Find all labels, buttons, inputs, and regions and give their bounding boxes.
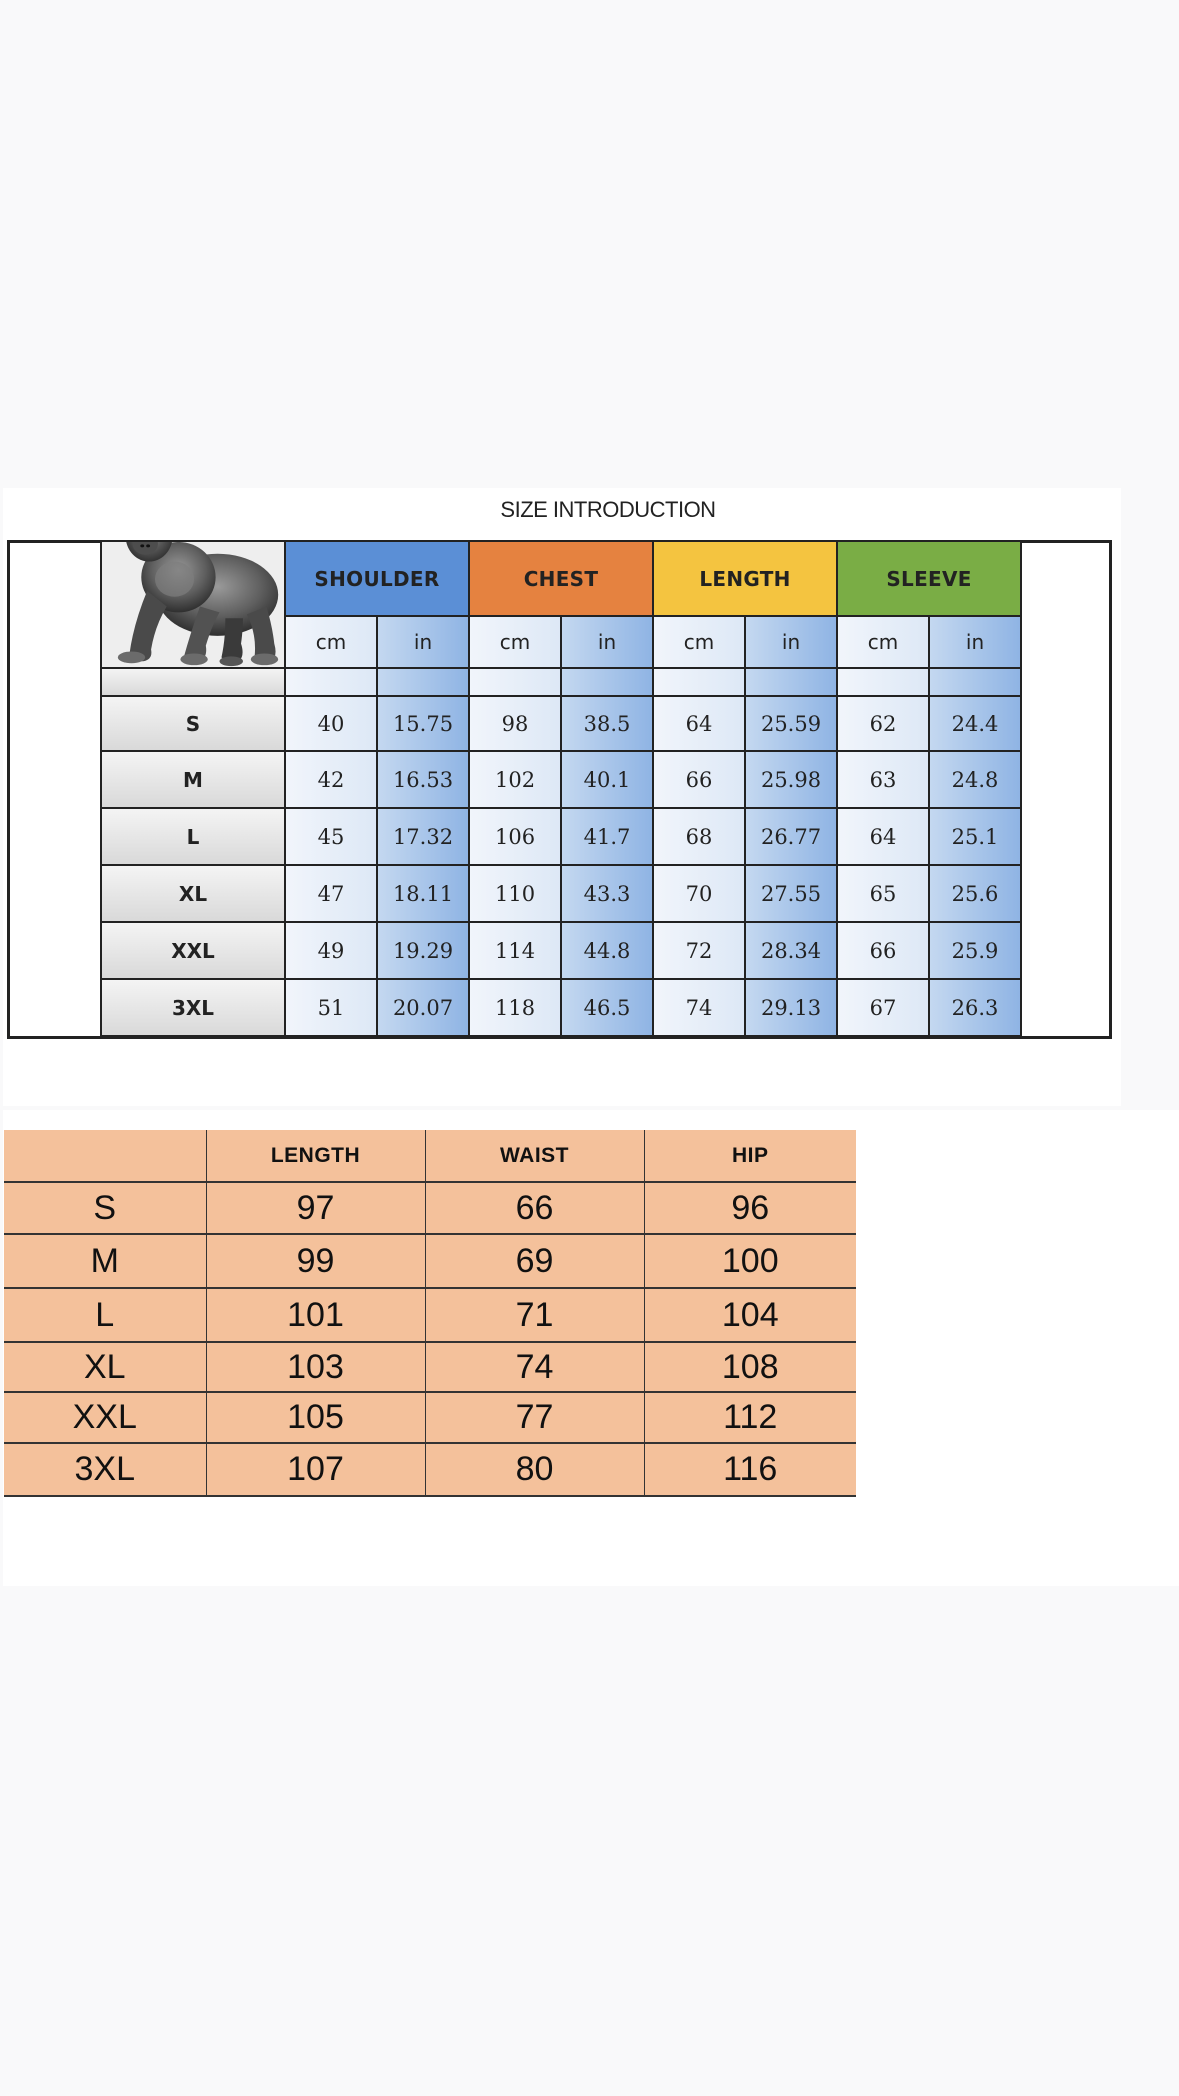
measurement-cell: 66 [837, 922, 929, 979]
measurement-cell: 63 [837, 751, 929, 808]
measurement-cell: 80 [425, 1443, 644, 1496]
measurement-cell: 38.5 [561, 696, 653, 751]
measurement-cell: 28.34 [745, 922, 837, 979]
measurement-cell: 29.13 [745, 979, 837, 1036]
measurement-cell: 20.07 [377, 979, 469, 1036]
measurement-cell: 19.29 [377, 922, 469, 979]
size-row [4, 1342, 856, 1392]
measurement-cell: 103 [206, 1342, 425, 1392]
measurement-cell: 43.3 [561, 865, 653, 922]
unit-cell: in [377, 616, 469, 668]
measurement-cell: 15.75 [377, 696, 469, 751]
measurement-cell: 101 [206, 1288, 425, 1342]
measurement-cell: 107 [206, 1443, 425, 1496]
blank-cell [653, 668, 745, 696]
measurement-cell: 108 [644, 1342, 856, 1392]
measurement-cell: 74 [425, 1342, 644, 1392]
bottom-size-table [4, 1130, 856, 1497]
measurement-cell: 72 [653, 922, 745, 979]
measurement-cell: 99 [206, 1234, 425, 1288]
size-row [101, 808, 1021, 865]
header-length: LENGTH [206, 1130, 425, 1182]
blank-cell [561, 668, 653, 696]
unit-cell: cm [469, 616, 561, 668]
measurement-cell: 105 [206, 1392, 425, 1443]
size-row [4, 1182, 856, 1234]
size-label: XL [101, 865, 285, 922]
measurement-cell: 104 [644, 1288, 856, 1342]
measurement-cell: 66 [653, 751, 745, 808]
measurement-cell: 24.4 [929, 696, 1021, 751]
measurement-cell: 71 [425, 1288, 644, 1342]
measurement-cell: 45 [285, 808, 377, 865]
size-row [101, 865, 1021, 922]
measurement-cell: 65 [837, 865, 929, 922]
measurement-cell: 41.7 [561, 808, 653, 865]
measurement-cell: 17.32 [377, 808, 469, 865]
size-label: M [4, 1234, 206, 1288]
measurement-cell: 114 [469, 922, 561, 979]
size-row [101, 922, 1021, 979]
group-header-chest: CHEST [469, 541, 653, 616]
measurement-cell: 26.3 [929, 979, 1021, 1036]
blank-cell [285, 668, 377, 696]
measurement-cell: 110 [469, 865, 561, 922]
size-label: 3XL [101, 979, 285, 1036]
measurement-cell: 27.55 [745, 865, 837, 922]
header-waist: WAIST [425, 1130, 644, 1182]
measurement-cell: 18.11 [377, 865, 469, 922]
measurement-cell: 44.8 [561, 922, 653, 979]
measurement-cell: 67 [837, 979, 929, 1036]
size-row [4, 1392, 856, 1443]
measurement-cell: 25.6 [929, 865, 1021, 922]
measurement-cell: 25.98 [745, 751, 837, 808]
measurement-cell: 40 [285, 696, 377, 751]
size-row [4, 1288, 856, 1342]
measurement-cell: 70 [653, 865, 745, 922]
unit-cell: cm [285, 616, 377, 668]
measurement-cell: 102 [469, 751, 561, 808]
blank-cell [929, 668, 1021, 696]
measurement-cell: 16.53 [377, 751, 469, 808]
size-row [101, 696, 1021, 751]
measurement-cell: 51 [285, 979, 377, 1036]
size-label: 3XL [4, 1443, 206, 1496]
measurement-cell: 42 [285, 751, 377, 808]
measurement-cell: 77 [425, 1392, 644, 1443]
measurement-cell: 40.1 [561, 751, 653, 808]
size-label: L [101, 808, 285, 865]
size-row [4, 1443, 856, 1496]
size-label: XXL [4, 1392, 206, 1443]
size-label: L [4, 1288, 206, 1342]
unit-cell: in [561, 616, 653, 668]
header-hip: HIP [644, 1130, 856, 1182]
measurement-cell: 46.5 [561, 979, 653, 1036]
gorilla-icon [110, 541, 285, 668]
size-row [101, 979, 1021, 1036]
measurement-cell: 98 [469, 696, 561, 751]
size-label: XXL [101, 922, 285, 979]
measurement-cell: 66 [425, 1182, 644, 1234]
unit-cell: in [929, 616, 1021, 668]
measurement-cell: 25.9 [929, 922, 1021, 979]
size-introduction-title: SIZE INTRODUCTION [500, 497, 716, 522]
unit-cell: cm [837, 616, 929, 668]
group-header-length: LENGTH [653, 541, 837, 616]
measurement-cell: 49 [285, 922, 377, 979]
blank-cell [469, 668, 561, 696]
measurement-cell: 25.59 [745, 696, 837, 751]
measurement-cell: 25.1 [929, 808, 1021, 865]
measurement-cell: 96 [644, 1182, 856, 1234]
unit-cell: in [745, 616, 837, 668]
measurement-cell: 64 [653, 696, 745, 751]
group-header-shoulder: SHOULDER [285, 541, 469, 616]
measurement-cell: 97 [206, 1182, 425, 1234]
measurement-cell: 74 [653, 979, 745, 1036]
size-row [101, 751, 1021, 808]
mascot-cell [101, 541, 285, 668]
unit-cell: cm [653, 616, 745, 668]
size-label: M [101, 751, 285, 808]
measurement-cell: 112 [644, 1392, 856, 1443]
measurement-cell: 100 [644, 1234, 856, 1288]
measurement-cell: 106 [469, 808, 561, 865]
top-size-table [100, 540, 1022, 1037]
blank-cell [101, 668, 285, 696]
group-header-sleeve: SLEEVE [837, 541, 1021, 616]
measurement-cell: 62 [837, 696, 929, 751]
size-label: S [101, 696, 285, 751]
measurement-cell: 47 [285, 865, 377, 922]
measurement-cell: 118 [469, 979, 561, 1036]
size-label: XL [4, 1342, 206, 1392]
measurement-cell: 24.8 [929, 751, 1021, 808]
measurement-cell: 116 [644, 1443, 856, 1496]
size-label: S [4, 1182, 206, 1234]
measurement-cell: 68 [653, 808, 745, 865]
blank-cell [377, 668, 469, 696]
measurement-cell: 69 [425, 1234, 644, 1288]
size-row [4, 1234, 856, 1288]
measurement-cell: 26.77 [745, 808, 837, 865]
measurement-cell: 64 [837, 808, 929, 865]
header-cell [4, 1130, 206, 1182]
blank-cell [837, 668, 929, 696]
blank-cell [745, 668, 837, 696]
